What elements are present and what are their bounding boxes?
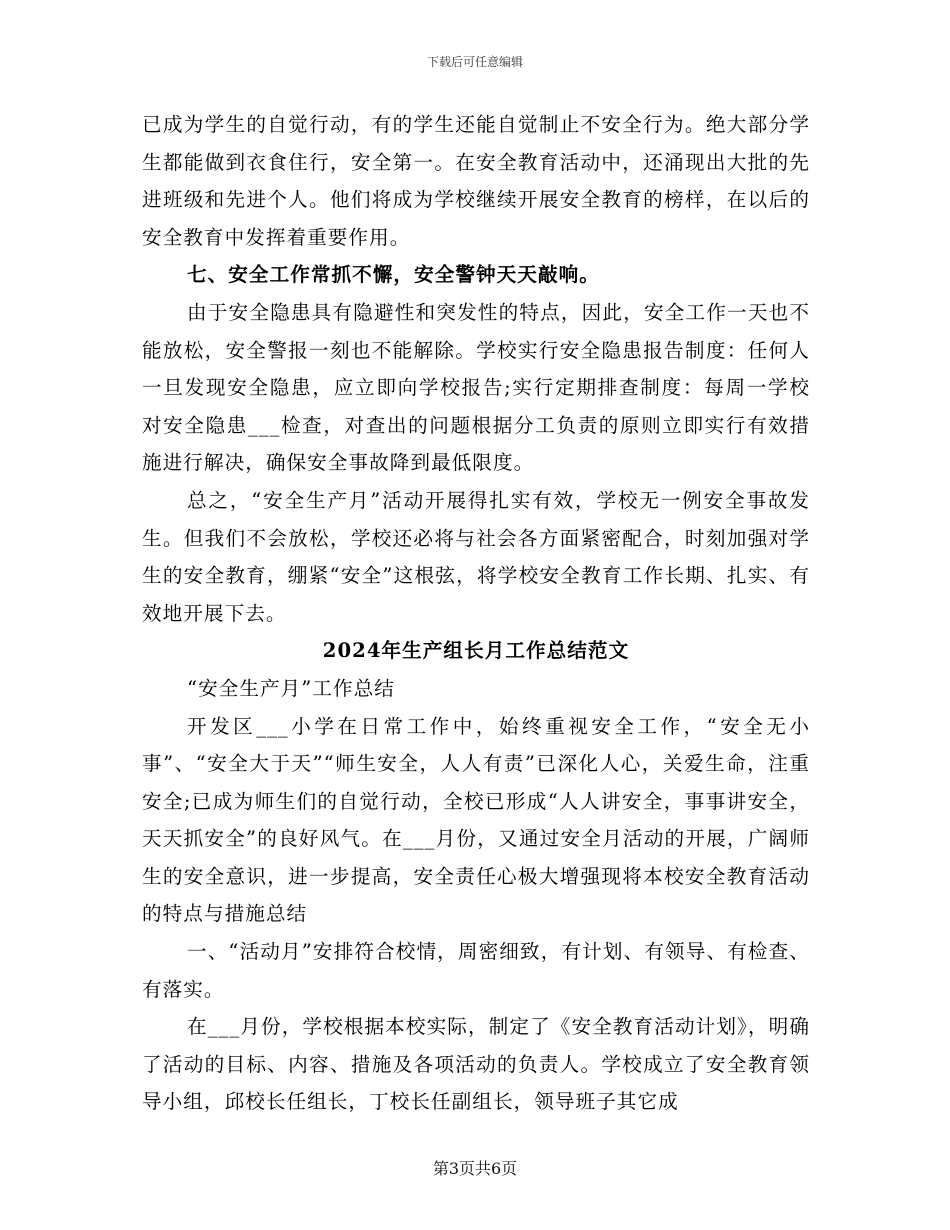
subtitle-safety-month: “安全生产月”工作总结	[187, 676, 395, 700]
page-header: 下载后可任意编辑	[426, 55, 523, 69]
document-title: 2024年生产组长月工作总结范文	[322, 639, 630, 663]
paragraph-plan: 在___月份，学校根据本校实际，制定了《安全教育活动计划》，明确了活动的目标、内容、措施及各项活动的负责人。学校成立了安全教育领导小组，邱校长任组长，丁校长任副组长，领导班子其它成	[142, 1015, 810, 1114]
paragraph-conclusion: 总之，“安全生产月”活动开展得扎实有效，学校无一例安全事故发生。但我们不会放松，学校还必将与社会各方面紧密配合，时刻加强对学生的安全教育，绷紧“安全”这根弦，将学校安全教育工作长期、扎实、有效地开展下去。	[142, 488, 810, 625]
document-body	[142, 106, 810, 1121]
paragraph-intro: 开发区___小学在日常工作中，始终重视安全工作，“安全无小事”、“安全大于天”“师生安全，人人有责”已深化人心，关爱生命，注重安全;已成为师生们的自觉行动，全校已形成“人人讲安全，事事讲安全，天天抓安全”的良好风气。在___月份，又通过安全月活动的开展，广阔师生的安全意识，进一步提高，安全责任心极大增强现将本校安全教育活动的特点与措施总结	[142, 714, 810, 926]
section-heading-one: 一、“活动月”安排符合校情，周密细致，有计划、有领导、有检查、有落实。	[142, 940, 810, 1001]
paragraph-hazard-reporting: 由于安全隐患具有隐避性和突发性的特点，因此，安全工作一天也不能放松，安全警报一刻也不能解除。学校实行安全隐患报告制度：任何人一旦发现安全隐患，应立即向学校报告;实行定期排查制度：每周一学校对安全隐患___检查，对查出的问题根据分工负责的原则立即实行有效措施进行解决，确保安全事故降到最低限度。	[142, 300, 810, 475]
page-footer: 第3页共6页	[432, 1159, 518, 1178]
paragraph-continuation: 已成为学生的自觉行动，有的学生还能自觉制止不安全行为。绝大部分学生都能做到衣食住行，安全第一。在安全教育活动中，还涌现出大批的先进班级和先进个人。他们将成为学校继续开展安全教育的榜样，在以后的安全教育中发挥着重要作用。	[142, 113, 810, 249]
section-heading-seven: 七、安全工作常抓不懈，安全警钟天天敲响。	[187, 263, 600, 287]
